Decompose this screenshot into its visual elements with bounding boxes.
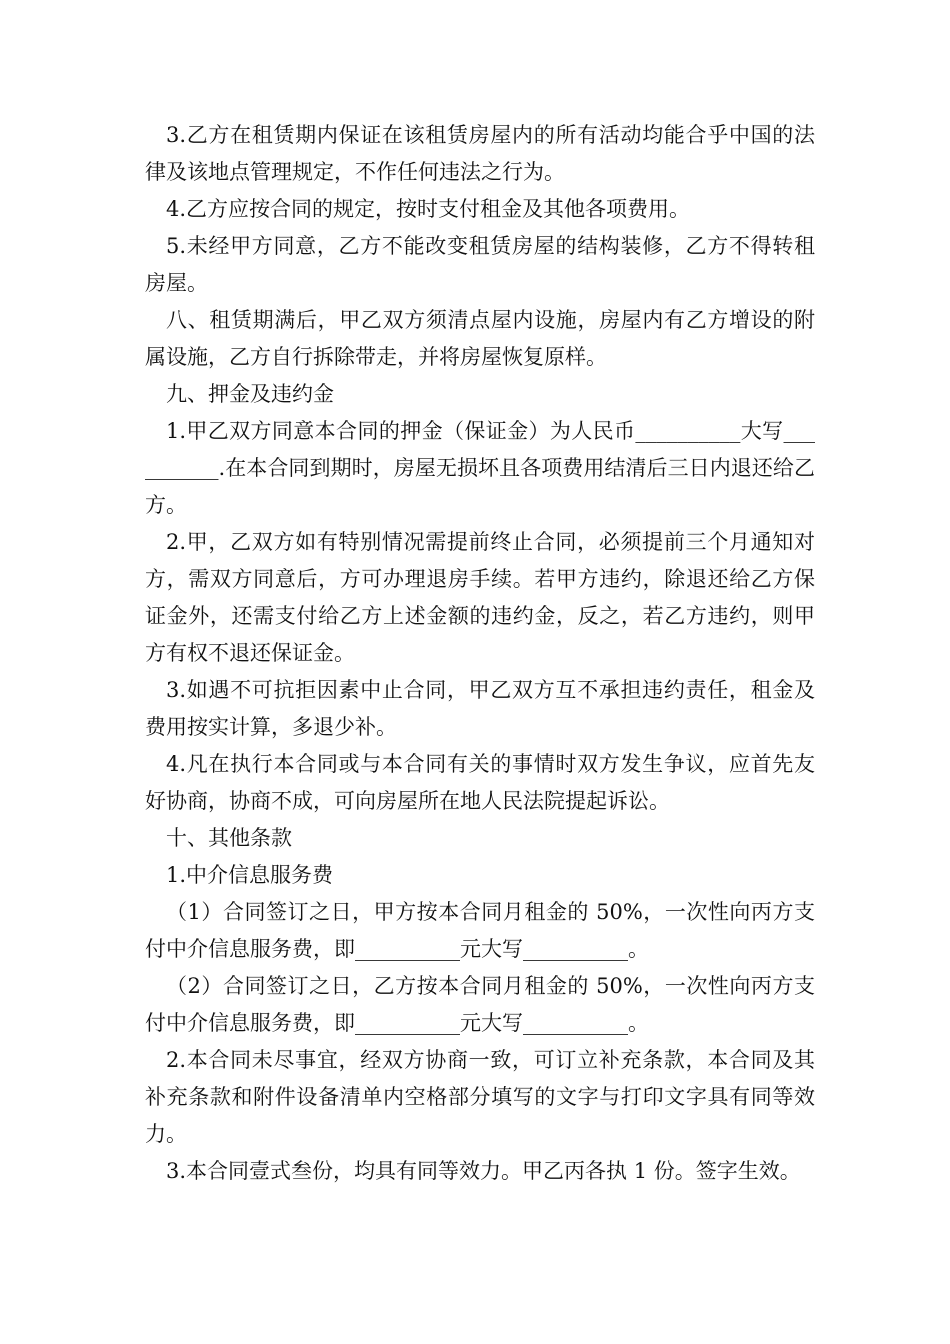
clause-7-4: 4.乙方应按合同的规定，按时支付租金及其他各项费用。 <box>166 197 691 221</box>
clause-10-2: 2.本合同未尽事宜，经双方协商一致，可订立补充条款，本合同及其补充条款和附件设备清单内空格部分填写的文字与打印文字具有同等效力。 <box>145 1048 815 1146</box>
clause-9-4: 4.凡在执行本合同或与本合同有关的事情时双方发生争议，应首先友好协商，协商不成，可向房屋所在地人民法院提起诉讼。 <box>145 752 815 813</box>
section-heading-10: 十、其他条款 <box>166 826 292 850</box>
clause-10-1-2: （2）合同签订之日，乙方按本合同月租金的 50%，一次性向丙方支付中介信息服务费，即__________元大写__________。 <box>145 974 815 1035</box>
clause-7-5: 5.未经甲方同意，乙方不能改变租赁房屋的结构装修，乙方不得转租房屋。 <box>145 234 815 295</box>
clause-7-3: 3.乙方在租赁期内保证在该租赁房屋内的所有活动均能合乎中国的法律及该地点管理规定，不作任何违法之行为。 <box>145 123 815 184</box>
clause-10-3: 3.本合同壹式叁份，均具有同等效力。甲乙丙各执 1 份。签字生效。 <box>166 1159 801 1183</box>
section-heading-9: 九、押金及违约金 <box>166 382 334 406</box>
clause-9-2: 2.甲，乙双方如有特别情况需提前终止合同，必须提前三个月通知对方，需双方同意后，方可办理退房手续。若甲方违约，除退还给乙方保证金外，还需支付给乙方上述金额的违约金，反之，若乙方违约，则甲方有权不退还保证金。 <box>145 530 815 665</box>
clause-8: 八、租赁期满后，甲乙双方须清点屋内设施，房屋内有乙方增设的附属设施，乙方自行拆除带走，并将房屋恢复原样。 <box>145 308 815 369</box>
document-body <box>145 117 815 1190</box>
clause-10-1: 1.中介信息服务费 <box>166 863 334 887</box>
clause-10-1-1: （1）合同签订之日，甲方按本合同月租金的 50%，一次性向丙方支付中介信息服务费，即__________元大写__________。 <box>145 900 815 961</box>
clause-9-1: 1.甲乙双方同意本合同的押金（保证金）为人民币__________大写__________.在本合同到期时，房屋无损坏且各项费用结清后三日内退还给乙方。 <box>145 419 815 517</box>
clause-9-3: 3.如遇不可抗拒因素中止合同，甲乙双方互不承担违约责任，租金及费用按实计算，多退少补。 <box>145 678 815 739</box>
